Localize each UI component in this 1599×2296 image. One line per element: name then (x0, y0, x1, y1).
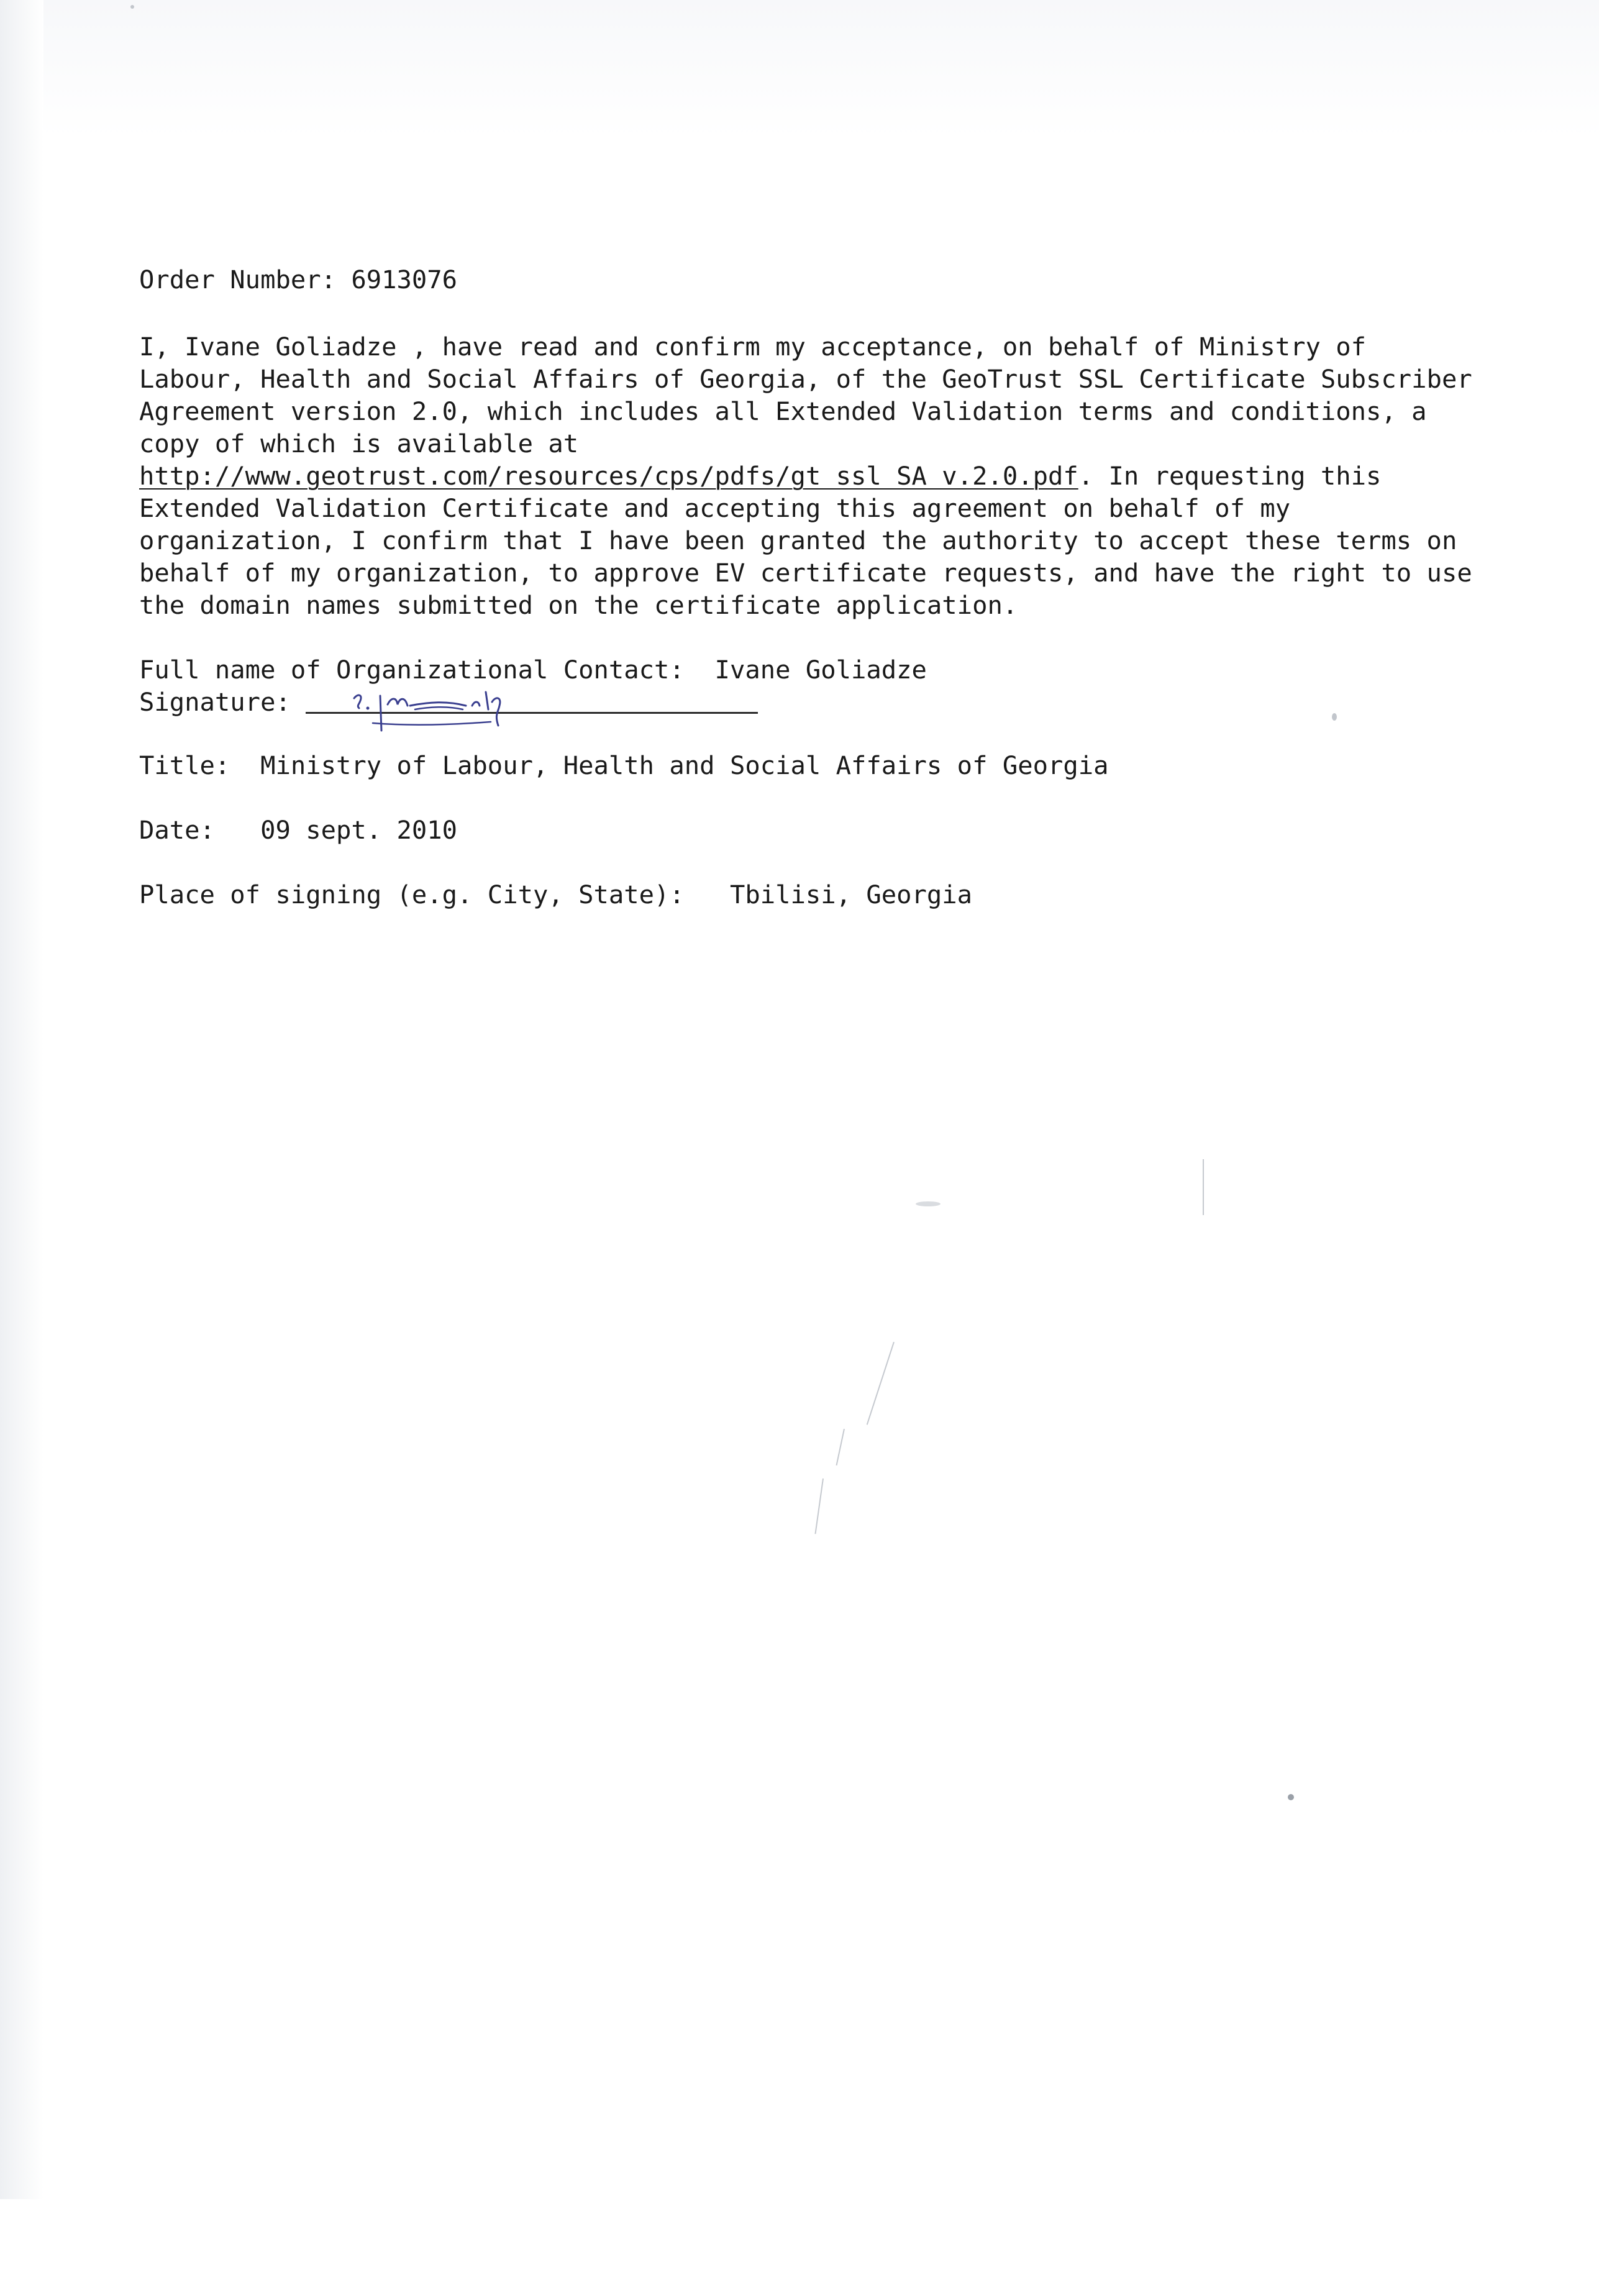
signer-title: Title: Ministry of Labour, Health and Social Affairs of Georgia (139, 750, 1109, 780)
signing-place: Place of signing (e.g. City, State): Tbilisi, Georgia (139, 880, 973, 909)
agreement-url-link[interactable]: http://www.geotrust.com/resources/cps/pdfs/gt ssl SA v.2.0.pdf (139, 461, 1078, 491)
agreement-line-1: I, Ivane Goliadze , have read and confirm my acceptance, on behalf of Ministry of (139, 332, 1367, 362)
agreement-line-4: copy of which is available at (139, 429, 579, 458)
agreement-link-trailing-text: . In requesting this (1078, 461, 1382, 491)
agreement-line-7: organization, I confirm that I have been granted the authority to accept these terms on (139, 526, 1457, 555)
scan-scratch (836, 1429, 845, 1465)
order-number: Order Number: 6913076 (139, 265, 458, 294)
scan-speck (1288, 1794, 1294, 1800)
contact-name: Full name of Organizational Contact: Ivane Goliadze (139, 655, 927, 685)
scan-scratch (1203, 1159, 1204, 1215)
signature-label: Signature: (139, 687, 291, 717)
signing-date: Date: 09 sept. 2010 (139, 815, 458, 845)
agreement-line-9: the domain names submitted on the certificate application. (139, 590, 1018, 620)
agreement-line-6: Extended Validation Certificate and accepting this agreement on behalf of my (139, 493, 1291, 523)
scan-scratch (814, 1478, 824, 1534)
handwritten-signature (335, 687, 534, 737)
agreement-link-line (139, 460, 1381, 492)
agreement-line-8: behalf of my organization, to approve EV certificate requests, and have the right to use (139, 558, 1472, 588)
scan-scratch (867, 1342, 895, 1425)
scan-speck (1332, 713, 1337, 721)
scan-speck (130, 5, 134, 9)
agreement-line-2: Labour, Health and Social Affairs of Georgia, of the GeoTrust SSL Certificate Subscriber (139, 364, 1472, 394)
scan-smudge (916, 1201, 941, 1206)
scan-shadow-edge (0, 0, 43, 2199)
agreement-line-3: Agreement version 2.0, which includes all Extended Validation terms and conditions, a (139, 396, 1427, 426)
